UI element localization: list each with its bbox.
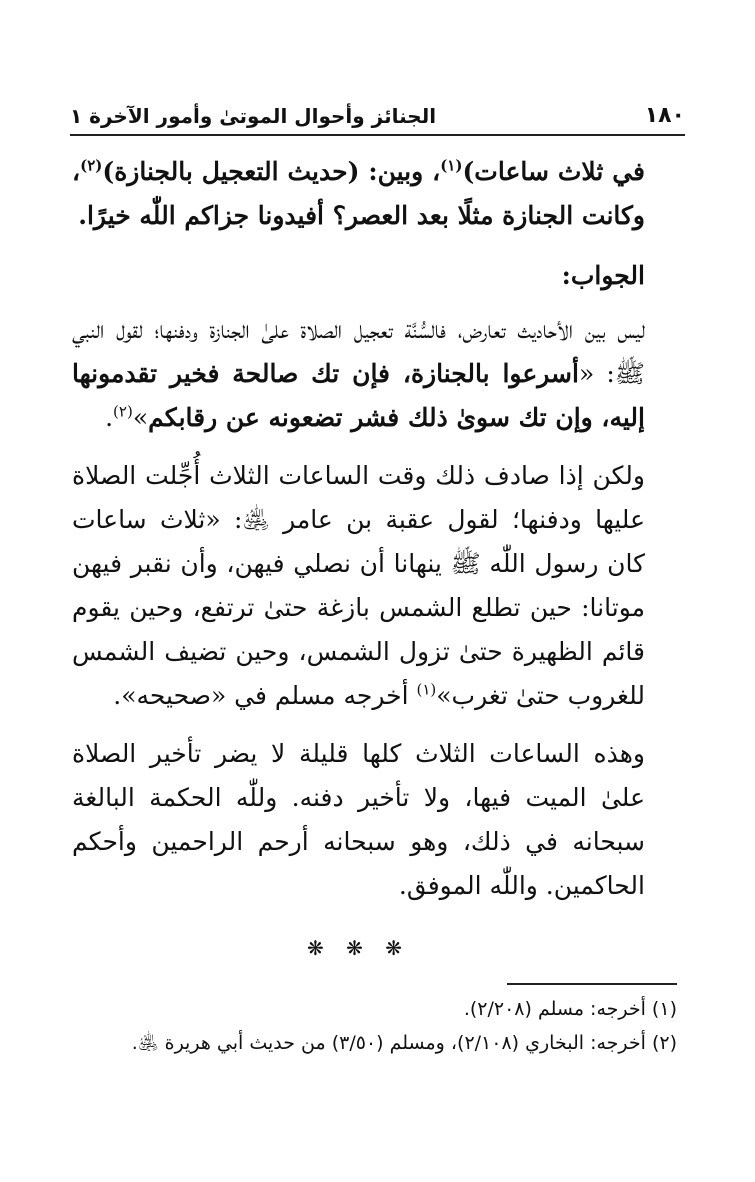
footnote-ref: (١) <box>440 156 463 175</box>
hadith-quote: أسرعوا بالجنازة، فإن تك صالحة فخير تقدمونها إليه، وإن تك سوىٰ ذلك فشر تضعونه عن رقابكم <box>72 359 645 432</box>
footnote-1: (١) أخرجه: مسلم (٢/٢٠٨). <box>463 998 677 1020</box>
paragraph-text: ولكن إذا صادف ذلك وقت الساعات الثلاث أُجِّلت الصلاة عليها ودفنها؛ لقول عقبة بن عامر ﵁: «ثلاث ساعات كان رسول اللّٰه ﷺ ينهانا أن نصلي فيهن، وأن نقبر فيهن موتانا: حين تطلع الشمس بازغة حتىٰ ترتفع، وحين يقوم قائم الظهيرة حتىٰ تزول الشمس، وحين تضيف الشمس للغروب حتىٰ تغرب» <box>72 461 645 710</box>
footnote-ref: (١) <box>416 680 437 699</box>
page-number: ١٨٠ <box>644 103 685 128</box>
footnote-divider <box>507 983 677 985</box>
footnote-ref: (٢) <box>113 402 133 421</box>
period: . <box>105 403 114 432</box>
question-part-2: ، وبين: (حديث التعجيل بالجنازة) <box>102 157 441 186</box>
answer-paragraph-3: وهذه الساعات الثلاث كلها قليلة لا يضر تأخير الصلاة علىٰ الميت فيها، ولا تأخير دفنه. وللّٰه الحكمة البالغة سبحانه في ذلك، وهو سبحانه أرحم الراحمين وأحكم الحاكمين. واللّٰه الموفق. <box>72 739 645 900</box>
paragraph-text: ليس بين الأحاديث تعارض، فالسُّنَّة تعجيل الصلاة علىٰ الجنازة ودفنها؛ لقول النبي ﷺ: « <box>72 315 645 388</box>
main-text <box>72 150 645 970</box>
quote-close: » <box>132 403 149 432</box>
section-separator: ❋ ❋ ❋ <box>307 936 410 960</box>
question-text <box>72 150 645 238</box>
footnotes <box>72 992 677 1060</box>
footnote-2: (٢) أخرجه: البخاري (٢/١٠٨)، ومسلم (٣/٥٠) من حديث أبي هريرة ﵁. <box>131 1032 677 1054</box>
footnote-ref: (٢) <box>80 156 103 175</box>
question-part-3: ، وكانت الجنازة مثلًا بعد العصر؟ أفيدونا جزاكم اللّٰه خيرًا. <box>72 157 645 230</box>
answer-paragraph-2 <box>72 454 645 718</box>
answer-heading: الجواب: <box>561 261 645 290</box>
running-title: الجنائز وأحوال الموتىٰ وأمور الآخرة ١ <box>70 104 437 128</box>
paragraph-text-tail: أخرجه مسلم في «صحيحه». <box>113 681 417 710</box>
question-part-1: في ثلاث ساعات) <box>462 157 645 186</box>
page-header <box>70 88 685 136</box>
answer-paragraph-1 <box>72 308 645 440</box>
